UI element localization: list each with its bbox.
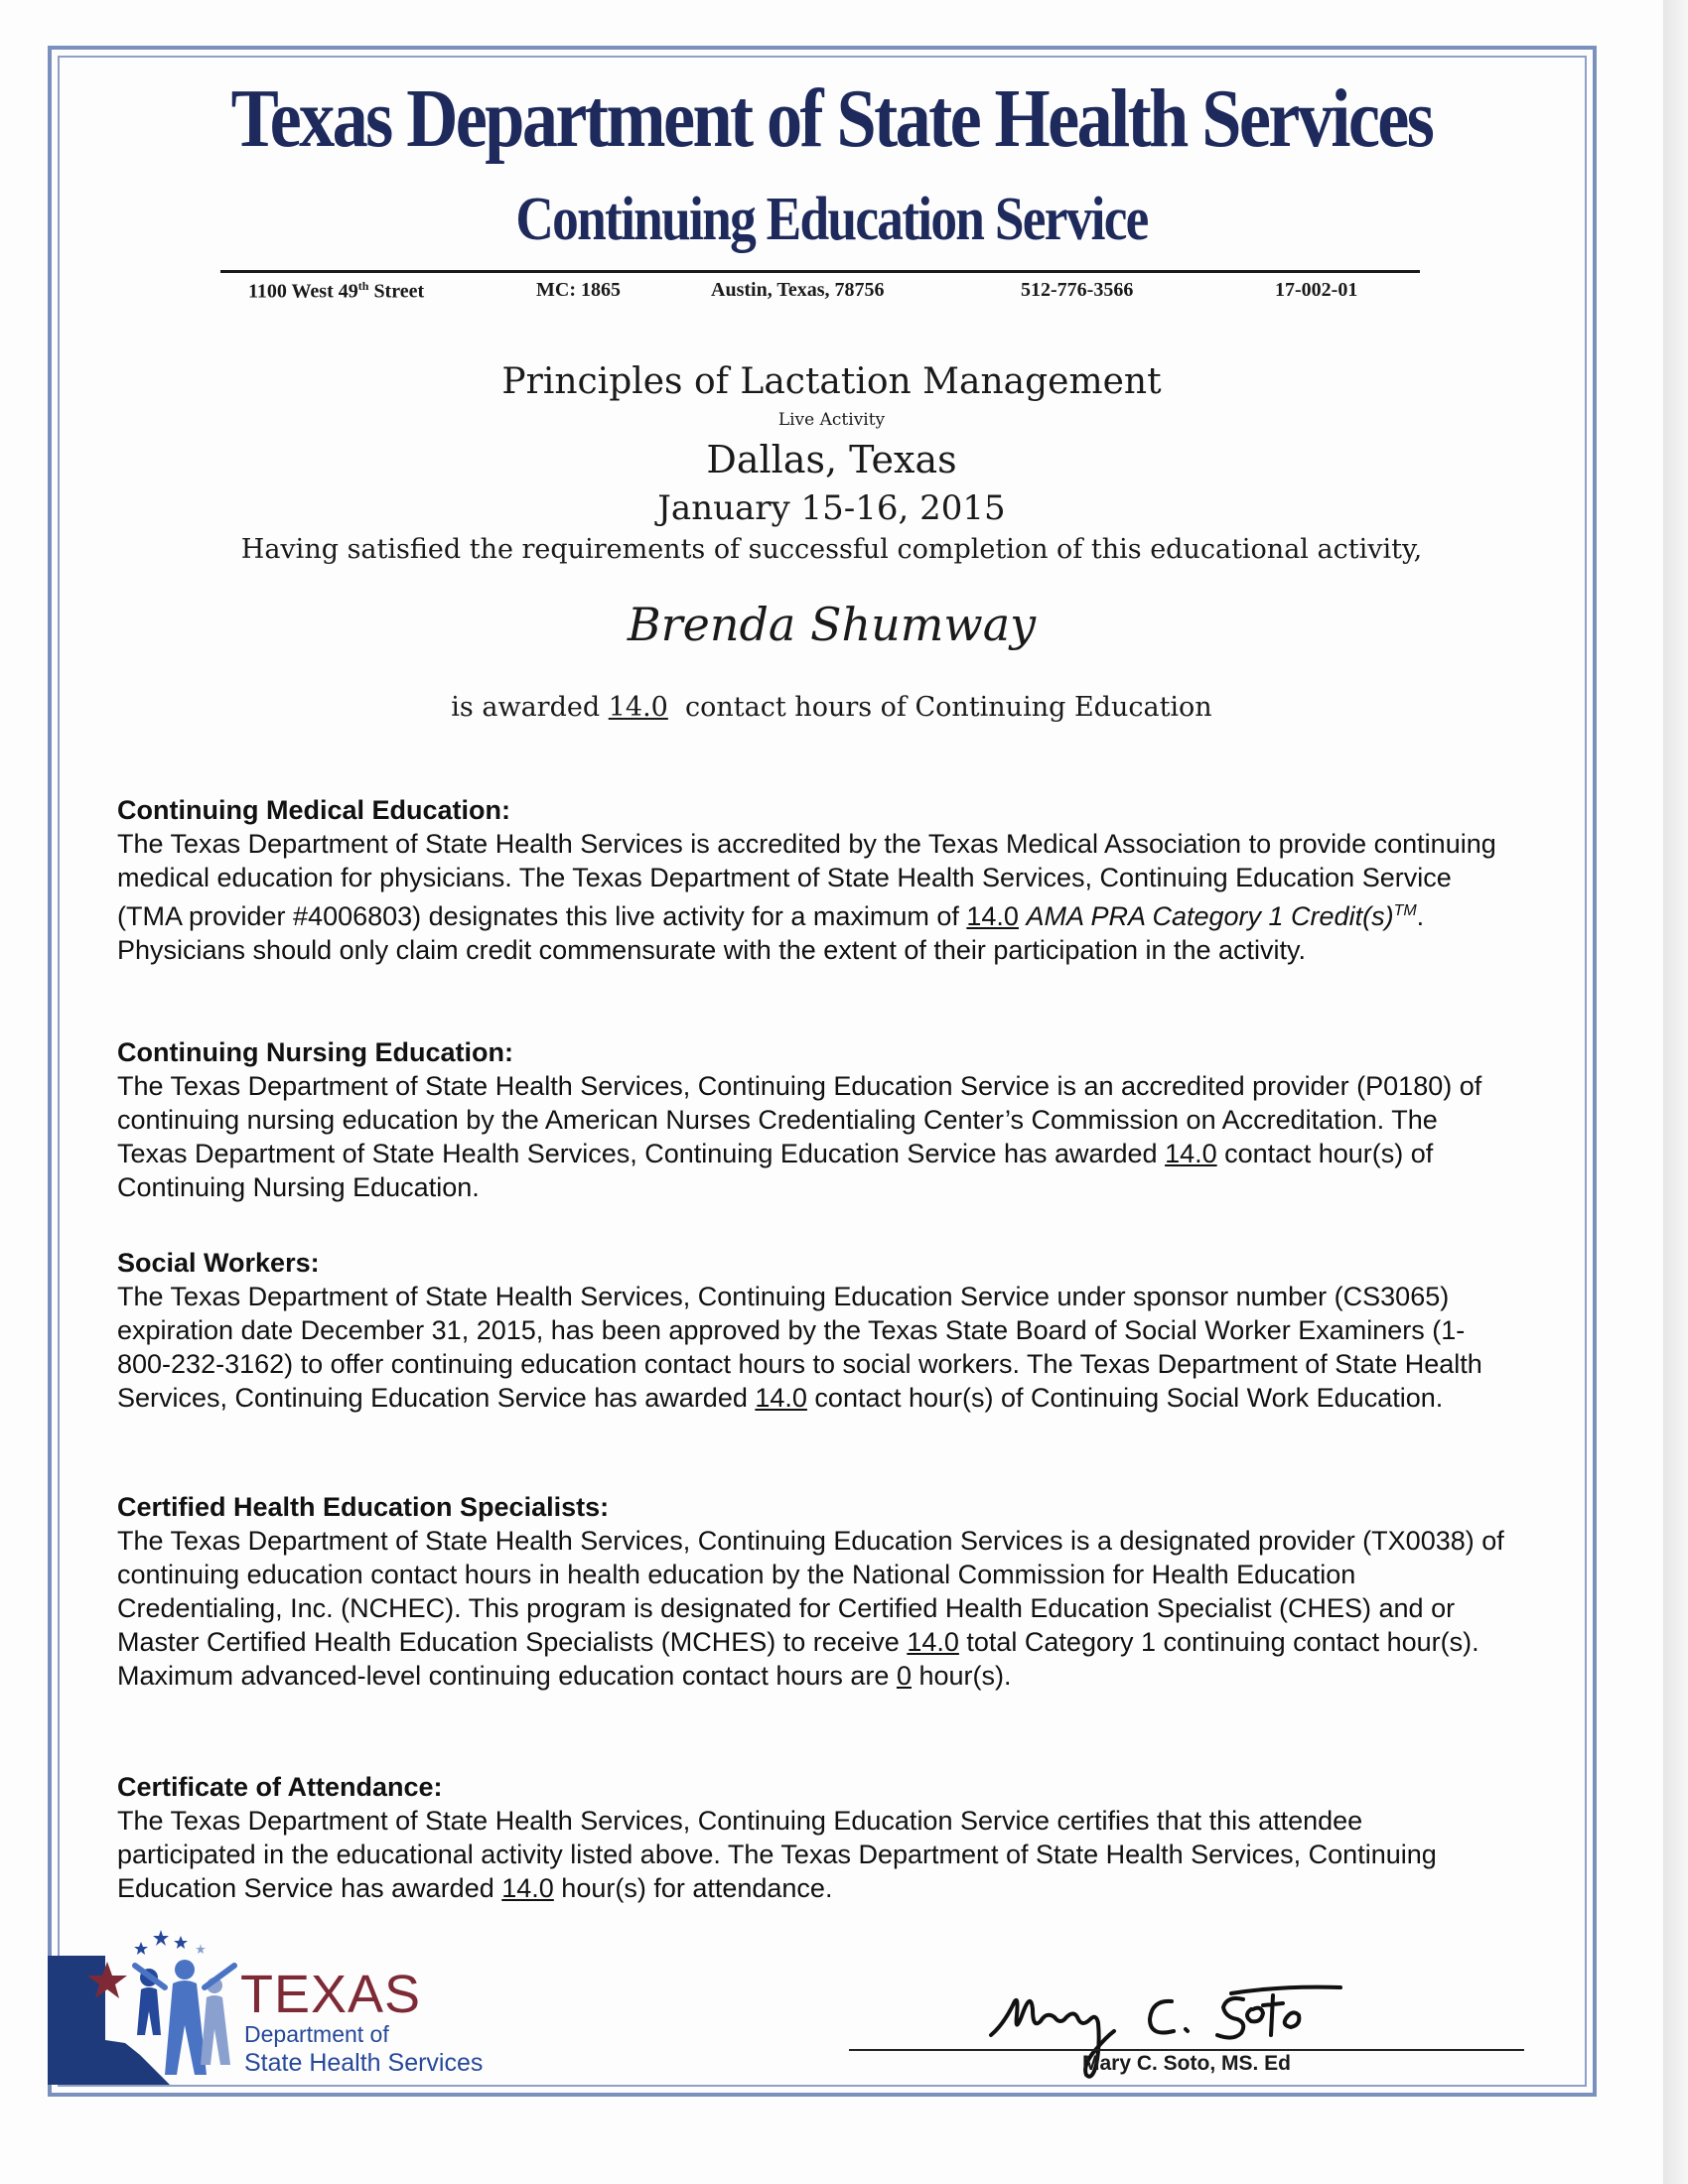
street-address: 1100 West 49th Street [248,279,425,303]
logo-star-1 [153,1930,169,1946]
city-state-zip: Austin, Texas, 78756 [711,279,885,301]
course-title: Principles of Lactation Management [501,361,1162,402]
logo-figure-body-1 [137,1987,161,2035]
awarded-hours: 14.0 [608,692,668,723]
signer-name: Mary C. Soto, MS. Ed [1081,2052,1292,2075]
activity-dates: January 15-16, 2015 [657,488,1006,528]
attendance-heading: Certificate of Attendance: [117,1772,443,1802]
signature-line [849,2049,1524,2051]
activity-type: Live Activity [777,410,886,430]
mail-code: MC: 1865 [536,279,621,301]
ches-heading: Certified Health Education Specialists: [117,1492,610,1522]
logo-star-4 [196,1944,206,1954]
logo-star-3 [134,1942,148,1955]
logo-shs-line: State Health Services [244,2049,484,2077]
logo-state-shape [48,2025,170,2085]
signature-last-name [1217,1987,1340,2038]
phone-number: 512-776-3566 [1021,279,1134,301]
page-edge [1663,0,1688,2184]
agency-title: Texas Department of State Health Services [230,72,1433,165]
logo-figure-body-2 [165,1980,207,2075]
signature-initial [1150,2001,1188,2033]
logo-star-2 [174,1936,188,1949]
ches-text: The Texas Department of State Health Services, Continuing Education Services is a designated provider (TX0038) of continuing education contact hours in health education by the National Commission for Health Education Credentialing, Inc. (NCHEC). This program is designated for Certified Health Education Specialist (CHES) and or Master Certified Health Education Specialists (MCHES) to receive 14.0 total Category 1 continuing contact hour(s). Maximum advanced-level continuing education contact hours are 0 hour(s). [117,1526,1504,1691]
social-work-section [117,1247,1507,1415]
header-divider [220,270,1420,273]
location: Dallas, Texas [706,438,957,481]
service-subtitle: Continuing Education Service [515,186,1148,253]
logo-figure-head-2 [175,1960,195,1979]
attendance-section [117,1771,1507,1905]
logo-figure-body-3 [201,1995,230,2065]
logo-dept-line: Department of [244,2021,389,2047]
ches-section [117,1491,1507,1693]
cne-section [117,1036,1507,1204]
form-number: 17-002-01 [1275,279,1358,301]
attendance-text: The Texas Department of State Health Services, Continuing Education Service certifies that this attendee participated in the educational activity listed above. The Texas Department of State Health Services, Continuing Education Service has awarded 14.0 hour(s) for attendance. [117,1806,1437,1903]
recipient-name: Brenda Shumway [627,598,1037,651]
social-work-heading: Social Workers: [117,1248,320,1278]
cne-text: The Texas Department of State Health Services, Continuing Education Service is an accredited provider (P0180) of continuing nursing education by the American Nurses Credentialing Center’s Commission on Accreditation. The Texas Department of State Health Services, Continuing Education Service has awarded 14.0 contact hour(s) of Continuing Nursing Education. [117,1071,1482,1202]
logo-wordmark: TEXAS [240,1965,422,2024]
awarded-statement: is awarded 14.0 contact hours of Continuing Education [451,692,1212,723]
cme-section [117,794,1507,967]
completion-statement: Having satisfied the requirements of successful completion of this educational activity, [240,534,1423,565]
cme-heading: Continuing Medical Education: [117,795,510,825]
logo-flag-block [48,1956,105,2025]
cme-text: The Texas Department of State Health Services is accredited by the Texas Medical Association to provide continuing medical education for physicians. The Texas Department of State Health Services, Continuing Education Service (TMA provider #4006803) designates this live activity for a maximum of 14.0 AMA PRA Category 1 Credit(s)™. Physicians should only claim credit commensurate with the extent of their participation in the activity. [117,829,1496,965]
social-work-text: The Texas Department of State Health Services, Continuing Education Service under sponsor number (CS3065) expiration date December 31, 2015, has been approved by the Texas State Board of Social Worker Examiners (1-800-232-3162) to offer continuing education contact hours to social workers. The Texas Department of State Health Services, Continuing Education Service has awarded 14.0 contact hour(s) of Continuing Social Work Education. [117,1282,1482,1413]
cne-heading: Continuing Nursing Education: [117,1037,513,1067]
